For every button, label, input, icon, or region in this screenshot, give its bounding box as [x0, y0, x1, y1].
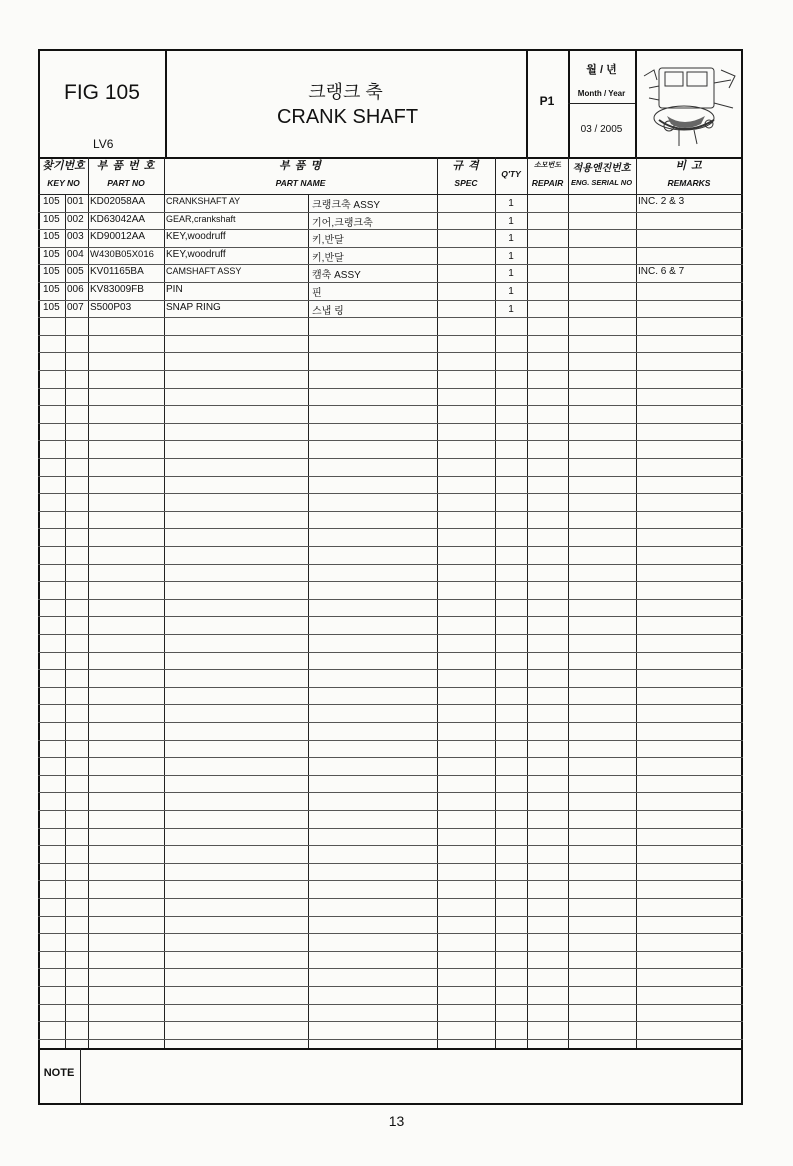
row-line [38, 1039, 743, 1040]
cell-key-b: 004 [67, 248, 84, 260]
row-line [38, 511, 743, 512]
title-korean: 크랭크 축 [308, 82, 383, 102]
cell-key-b: 006 [67, 284, 84, 295]
row-line [38, 616, 743, 617]
row-line [38, 933, 743, 934]
col-qty: Q'TY [501, 169, 521, 179]
row-line [38, 440, 743, 441]
column-line [65, 194, 66, 1048]
cell-key-a: 105 [43, 231, 60, 243]
row-line [38, 986, 743, 987]
row-line [38, 405, 743, 406]
row-line [38, 880, 743, 881]
cell-key-b: 007 [67, 301, 84, 313]
row-line [38, 388, 743, 389]
column-line [527, 157, 528, 1048]
cell-qty: 1 [508, 268, 514, 280]
row-line [38, 916, 743, 917]
cell-name-ko: 스냅 링 [312, 305, 344, 317]
row-line [38, 493, 743, 494]
cell-name-en: PIN [166, 284, 183, 295]
row-line [38, 828, 743, 829]
col-key-english: KEY NO [47, 178, 80, 188]
cell-part-no: KD90012AA [90, 231, 146, 243]
cell-name-en: CAMSHAFT ASSY [166, 266, 242, 277]
col-part-no-english: PART NO [107, 178, 145, 188]
date-label-korean: 월 / 년 [586, 64, 617, 76]
col-key-korean: 찾기번호 [42, 160, 85, 172]
cell-key-a: 105 [43, 213, 60, 225]
cell-name-en: KEY,woodruff [166, 231, 226, 243]
row-line [38, 546, 743, 547]
row-line [38, 317, 743, 318]
row-line [38, 264, 743, 265]
cell-qty: 1 [508, 198, 514, 209]
cell-part-no: S500P03 [90, 301, 132, 313]
cell-key-a: 105 [43, 284, 60, 295]
column-line [636, 157, 637, 1048]
cell-key-a: 105 [43, 248, 60, 260]
col-spec-korean: 규 격 [452, 160, 480, 172]
cell-name-ko: 크랭크축 ASSY [312, 200, 381, 211]
row-line [38, 1021, 743, 1022]
date-value: 03 / 2005 [580, 124, 623, 135]
row-line [38, 792, 743, 793]
date-label-english: Month / Year [577, 89, 626, 98]
engine-illustration-icon [639, 58, 739, 148]
col-part-name-english: PART NAME [275, 178, 326, 188]
cell-qty: 1 [508, 286, 514, 297]
page-code: P1 [539, 94, 555, 108]
cell-name-en: CRANKSHAFT AY [166, 196, 241, 206]
cell-name-en: KEY,woodruff [166, 248, 226, 260]
row-line [38, 423, 743, 424]
cell-name-ko: 키,반달 [312, 252, 344, 264]
row-line [38, 370, 743, 371]
row-line [38, 775, 743, 776]
model-code: LV6 [93, 137, 114, 151]
cell-qty: 1 [508, 233, 514, 245]
row-line [38, 757, 743, 758]
row-line [38, 634, 743, 635]
row-line [38, 528, 743, 529]
col-repair-korean: 소모번도 [533, 162, 562, 169]
column-line [568, 157, 569, 1048]
row-line [38, 458, 743, 459]
col-remarks-korean: 비 고 [675, 160, 703, 172]
cell-key-a: 105 [43, 301, 60, 313]
row-line [38, 704, 743, 705]
row-line [38, 282, 743, 283]
cell-part-no: KD63042AA [90, 213, 146, 225]
row-line [38, 687, 743, 688]
col-repair-english: REPAIR [531, 178, 564, 188]
cell-part-no: W430B05X016 [90, 248, 154, 260]
cell-key-a: 105 [43, 196, 60, 207]
title-english: CRANK SHAFT [276, 106, 419, 128]
col-part-name-korean: 부 품 명 [279, 160, 322, 172]
row-line [38, 564, 743, 565]
row-line [38, 951, 743, 952]
row-line [38, 669, 743, 670]
row-line [38, 335, 743, 336]
col-remarks-english: REMARKS [667, 178, 711, 188]
column-line [164, 157, 165, 1048]
cell-key-b: 001 [67, 196, 84, 207]
row-line [38, 1004, 743, 1005]
cell-part-no: KV83009FB [90, 284, 144, 295]
column-header-bottom-rule [38, 194, 743, 195]
row-line [38, 581, 743, 582]
cell-key-a: 105 [43, 266, 60, 278]
col-serial-english: ENG. SERIAL NO [570, 178, 633, 187]
cell-name-ko: 기어,크랭크축 [312, 217, 373, 229]
cell-key-b: 002 [67, 213, 84, 225]
page-number: 13 [388, 1113, 405, 1129]
note-divider [80, 1048, 81, 1105]
row-line [38, 722, 743, 723]
cell-key-b: 005 [67, 266, 84, 278]
row-line [38, 810, 743, 811]
note-label: NOTE [43, 1067, 75, 1079]
row-line [38, 352, 743, 353]
row-line [38, 476, 743, 477]
col-spec-english: SPEC [454, 178, 478, 188]
row-line [38, 898, 743, 899]
row-line [38, 599, 743, 600]
date-header-divider [568, 103, 635, 104]
cell-qty: 1 [508, 250, 514, 262]
cell-name-ko: 키,반달 [312, 235, 344, 247]
row-line [38, 968, 743, 969]
cell-remarks: INC. 6 & 7 [638, 266, 685, 278]
column-line [437, 157, 438, 1048]
column-line [88, 157, 89, 1048]
cell-qty: 1 [508, 303, 514, 315]
header-divider-date [635, 49, 637, 159]
row-line [38, 740, 743, 741]
col-part-no-korean: 부 품 번 호 [96, 160, 156, 172]
cell-part-no: KV01165BA [90, 266, 144, 278]
cell-qty: 1 [508, 215, 514, 227]
col-serial-korean: 적용엔진번호 [572, 163, 631, 174]
cell-key-b: 003 [67, 231, 84, 243]
cell-part-no: KD02058AA [90, 196, 146, 207]
cell-remarks: INC. 2 & 3 [638, 196, 685, 207]
row-line [38, 845, 743, 846]
row-line [38, 863, 743, 864]
cell-name-ko: 핀 [312, 288, 322, 299]
note-top-rule [38, 1048, 743, 1050]
fig-number: FIG 105 [64, 81, 140, 104]
row-line [38, 229, 743, 230]
header-divider-fig [165, 49, 167, 159]
cell-name-ko: 캠축 ASSY [312, 270, 361, 282]
column-line [308, 194, 309, 1048]
cell-name-en: GEAR,crankshaft [166, 213, 236, 224]
row-line [38, 652, 743, 653]
cell-name-en: SNAP RING [166, 301, 221, 313]
